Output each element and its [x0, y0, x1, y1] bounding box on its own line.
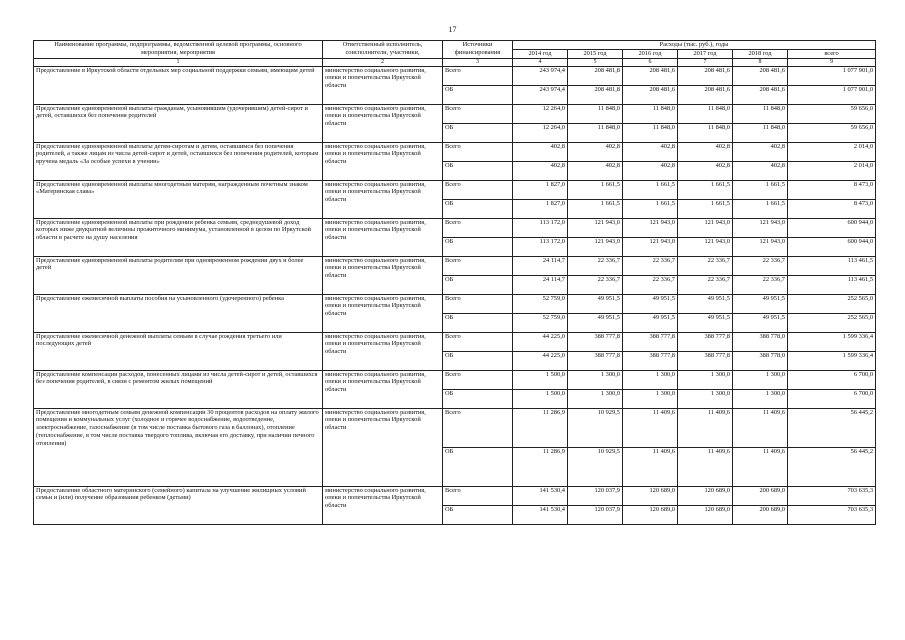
- expense-cell: 121 943,0: [678, 237, 733, 256]
- expense-cell: 1 500,0: [513, 389, 568, 408]
- expense-cell: 11 848,0: [678, 123, 733, 142]
- expense-cell: 600 944,0: [788, 218, 876, 237]
- expense-cell: 24 114,7: [513, 256, 568, 275]
- expense-cell: 208 481,8: [568, 85, 623, 104]
- expense-cell: 56 445,2: [788, 447, 876, 486]
- expense-cell: 24 114,7: [513, 275, 568, 294]
- responsible-executor: министерство социального развития, опеки и попечительства Иркутской области: [323, 370, 443, 408]
- expense-cell: 1 300,0: [733, 389, 788, 408]
- header-year: 2014 год: [513, 49, 568, 58]
- measure-name: Предоставление областного материнского (семейного) капитала на улучшение жилищных условий семьи и (или) получение образования ребенком (детьми): [34, 486, 323, 524]
- expense-cell: 1 599 336,4: [788, 351, 876, 370]
- expense-cell: 49 951,5: [733, 294, 788, 313]
- expense-cell: 208 481,6: [733, 66, 788, 85]
- funding-source: ОБ: [443, 505, 513, 524]
- expense-cell: 11 409,6: [678, 447, 733, 486]
- expense-cell: 1 661,5: [568, 180, 623, 199]
- expense-cell: 49 951,5: [733, 313, 788, 332]
- table-row: [34, 218, 876, 237]
- expense-cell: 11 409,6: [733, 447, 788, 486]
- funding-source: Всего: [443, 294, 513, 313]
- expense-cell: 120 689,0: [623, 486, 678, 505]
- expense-cell: 1 827,0: [513, 199, 568, 218]
- funding-source: ОБ: [443, 351, 513, 370]
- header-responsible: Ответственный исполнитель, соисполнители, участники,: [323, 41, 443, 59]
- expense-cell: 121 943,0: [678, 218, 733, 237]
- expense-cell: 141 530,4: [513, 486, 568, 505]
- header-source: Источники финансирования: [443, 41, 513, 59]
- measure-name: Предоставление ежемесячной выплаты пособия на усыновленного (удочеренного) ребенка: [34, 294, 323, 332]
- expense-cell: 11 848,0: [568, 104, 623, 123]
- responsible-executor: министерство социального развития, опеки и попечительства Иркутской области: [323, 66, 443, 104]
- column-index: 8: [733, 58, 788, 66]
- expense-cell: 59 656,0: [788, 123, 876, 142]
- expense-cell: 252 565,0: [788, 294, 876, 313]
- table-row: [34, 104, 876, 123]
- table-row: [34, 142, 876, 161]
- expense-cell: 49 951,5: [568, 313, 623, 332]
- expense-cell: 6 700,0: [788, 389, 876, 408]
- measure-name: Предоставление единовременной выплаты гражданам, усыновившим (удочерившим) детей-сирот и детей, оставшихся без попечения родителей: [34, 104, 323, 142]
- expense-cell: 113 172,0: [513, 218, 568, 237]
- expense-cell: 402,8: [513, 161, 568, 180]
- expense-cell: 12 264,0: [513, 104, 568, 123]
- expense-cell: 1 661,5: [678, 199, 733, 218]
- expense-cell: 49 951,5: [678, 313, 733, 332]
- page-number: 17: [448, 25, 457, 34]
- expense-cell: 11 848,0: [623, 104, 678, 123]
- expense-cell: 22 336,7: [623, 275, 678, 294]
- funding-source: Всего: [443, 408, 513, 447]
- expense-cell: 49 951,5: [623, 294, 678, 313]
- expense-cell: 1 300,0: [733, 370, 788, 389]
- expense-cell: 388 777,8: [623, 351, 678, 370]
- expense-cell: 11 409,6: [623, 447, 678, 486]
- expense-cell: 56 445,2: [788, 408, 876, 447]
- expense-cell: 1 661,5: [733, 180, 788, 199]
- expense-cell: 121 943,0: [623, 237, 678, 256]
- expense-cell: 6 700,0: [788, 370, 876, 389]
- expense-cell: 120 689,0: [623, 505, 678, 524]
- expense-cell: 22 336,7: [623, 256, 678, 275]
- expense-cell: 252 565,0: [788, 313, 876, 332]
- column-index: 7: [678, 58, 733, 66]
- expense-cell: 402,8: [623, 161, 678, 180]
- expense-cell: 120 689,0: [678, 505, 733, 524]
- column-index: 4: [513, 58, 568, 66]
- expense-cell: 113 461,5: [788, 256, 876, 275]
- expense-cell: 59 656,0: [788, 104, 876, 123]
- table-body: [34, 66, 876, 524]
- expense-cell: 11 848,0: [733, 123, 788, 142]
- funding-source: ОБ: [443, 237, 513, 256]
- expense-cell: 121 943,0: [568, 237, 623, 256]
- expense-cell: 22 336,7: [733, 275, 788, 294]
- expense-cell: 1 661,5: [678, 180, 733, 199]
- expense-cell: 11 848,0: [678, 104, 733, 123]
- funding-source: Всего: [443, 370, 513, 389]
- funding-source: Всего: [443, 218, 513, 237]
- expense-cell: 402,8: [568, 161, 623, 180]
- expense-cell: 402,8: [623, 142, 678, 161]
- table-row: [34, 256, 876, 275]
- expense-cell: 388 778,0: [733, 351, 788, 370]
- expense-cell: 208 481,8: [568, 66, 623, 85]
- expense-cell: 22 336,7: [568, 275, 623, 294]
- expense-cell: 1 661,5: [733, 199, 788, 218]
- expense-cell: 8 473,0: [788, 199, 876, 218]
- table-row: [34, 408, 876, 447]
- column-index: 9: [788, 58, 876, 66]
- expense-cell: 120 037,9: [568, 505, 623, 524]
- responsible-executor: министерство социального развития, опеки и попечительства Иркутской области: [323, 486, 443, 524]
- expense-cell: 1 500,0: [513, 370, 568, 389]
- expense-cell: 1 300,0: [678, 370, 733, 389]
- funding-source: Всего: [443, 104, 513, 123]
- expense-cell: 208 481,6: [623, 66, 678, 85]
- expense-cell: 388 777,8: [568, 332, 623, 351]
- expense-cell: 1 300,0: [568, 389, 623, 408]
- funding-source: Всего: [443, 256, 513, 275]
- funding-source: ОБ: [443, 275, 513, 294]
- measure-name: Предоставление в Иркутской области отдельных мер социальной поддержки семьям, имеющим детей: [34, 66, 323, 104]
- expense-cell: 703 635,3: [788, 486, 876, 505]
- expense-cell: 141 530,4: [513, 505, 568, 524]
- expense-cell: 10 929,5: [568, 447, 623, 486]
- responsible-executor: министерство социального развития, опеки и попечительства Иркутской области: [323, 180, 443, 218]
- expense-cell: 121 943,0: [623, 218, 678, 237]
- expense-cell: 121 943,0: [568, 218, 623, 237]
- header-year: 2017 год: [678, 49, 733, 58]
- expense-cell: 120 689,0: [678, 486, 733, 505]
- expense-cell: 1 300,0: [623, 370, 678, 389]
- expense-cell: 1 661,5: [623, 180, 678, 199]
- funding-source: Всего: [443, 66, 513, 85]
- expense-cell: 1 077 901,0: [788, 85, 876, 104]
- expense-cell: 52 759,0: [513, 313, 568, 332]
- funding-source: Всего: [443, 332, 513, 351]
- expense-cell: 49 951,5: [678, 294, 733, 313]
- measure-name: Предоставление единовременной выплаты детям-сиротам и детям, оставшимся без попечения родителей, а также лицам из числа детей-сирот и детей, оставшихся без попечения родителей, которым вручена медаль «За особые успехи в учении»: [34, 142, 323, 180]
- table-row: [34, 332, 876, 351]
- expense-cell: 113 172,0: [513, 237, 568, 256]
- expense-cell: 11 848,0: [733, 104, 788, 123]
- expense-cell: 388 778,0: [733, 332, 788, 351]
- expense-cell: 22 336,7: [568, 256, 623, 275]
- expense-cell: 402,8: [678, 142, 733, 161]
- responsible-executor: министерство социального развития, опеки и попечительства Иркутской области: [323, 332, 443, 370]
- expense-cell: 121 943,0: [733, 237, 788, 256]
- budget-table: [33, 40, 876, 525]
- expense-cell: 388 777,8: [678, 332, 733, 351]
- expense-cell: 600 944,0: [788, 237, 876, 256]
- table-row: [34, 294, 876, 313]
- table-row: [34, 370, 876, 389]
- expense-cell: 200 689,0: [733, 486, 788, 505]
- table-row: [34, 180, 876, 199]
- column-index: 1: [34, 58, 323, 66]
- expense-cell: 11 409,6: [678, 408, 733, 447]
- column-index: 2: [323, 58, 443, 66]
- expense-cell: 388 777,8: [568, 351, 623, 370]
- responsible-executor: министерство социального развития, опеки и попечительства Иркутской области: [323, 104, 443, 142]
- expense-cell: 703 635,3: [788, 505, 876, 524]
- funding-source: Всего: [443, 486, 513, 505]
- expense-cell: 22 336,7: [733, 256, 788, 275]
- expense-cell: 402,8: [513, 142, 568, 161]
- expense-cell: 402,8: [678, 161, 733, 180]
- expense-cell: 44 225,0: [513, 332, 568, 351]
- expense-cell: 243 974,4: [513, 66, 568, 85]
- expense-cell: 22 336,7: [678, 275, 733, 294]
- measure-name: Предоставление многодетным семьям денежной компенсации 30 процентов расходов на оплату жилого помещения и коммунальных услуг (холодное и горячее водоснабжение, водоотведение, электроснабжение, газоснабжение (в том числе поставка бытового газа в баллонах), отопление (теплоснабжение, в том числе поставка твердого топлива, включая его доставку, при наличии печного отопления): [34, 408, 323, 486]
- expense-cell: 208 481,6: [678, 66, 733, 85]
- measure-name: Предоставление единовременной выплаты родителям при одновременном рождении двух и более детей: [34, 256, 323, 294]
- expense-cell: 402,8: [733, 161, 788, 180]
- funding-source: Всего: [443, 142, 513, 161]
- expense-cell: 1 300,0: [568, 370, 623, 389]
- header-year: 2015 год: [568, 49, 623, 58]
- measure-name: Предоставление ежемесячной денежной выплаты семьям в случае рождения третьего или последующих детей: [34, 332, 323, 370]
- expense-cell: 388 777,8: [623, 332, 678, 351]
- column-index: 6: [623, 58, 678, 66]
- expense-cell: 120 037,9: [568, 486, 623, 505]
- funding-source: ОБ: [443, 447, 513, 486]
- expense-cell: 8 473,0: [788, 180, 876, 199]
- funding-source: ОБ: [443, 85, 513, 104]
- expense-cell: 200 689,0: [733, 505, 788, 524]
- responsible-executor: министерство социального развития, опеки и попечительства Иркутской области: [323, 218, 443, 256]
- expense-cell: 2 014,0: [788, 142, 876, 161]
- funding-source: ОБ: [443, 389, 513, 408]
- expense-cell: 1 661,5: [623, 199, 678, 218]
- expense-cell: 11 286,9: [513, 447, 568, 486]
- expense-cell: 49 951,5: [568, 294, 623, 313]
- expense-cell: 44 225,0: [513, 351, 568, 370]
- expense-cell: 49 951,5: [623, 313, 678, 332]
- expense-cell: 208 481,6: [678, 85, 733, 104]
- header-year: 2018 год: [733, 49, 788, 58]
- header-total: всего: [788, 49, 876, 58]
- expense-cell: 1 077 901,0: [788, 66, 876, 85]
- table-row: [34, 66, 876, 85]
- expense-cell: 1 300,0: [678, 389, 733, 408]
- header-name: Наименование программы, подпрограммы, ведомственной целевой программы, основного мероприятия, мероприятия: [34, 41, 323, 59]
- expense-cell: 1 827,0: [513, 180, 568, 199]
- funding-source: ОБ: [443, 313, 513, 332]
- expense-cell: 1 599 336,4: [788, 332, 876, 351]
- responsible-executor: министерство социального развития, опеки и попечительства Иркутской области: [323, 256, 443, 294]
- expense-cell: 2 014,0: [788, 161, 876, 180]
- expense-cell: 52 759,0: [513, 294, 568, 313]
- expense-cell: 11 409,6: [623, 408, 678, 447]
- header-expenses: Расходы (тыс. руб.), годы: [513, 41, 876, 50]
- responsible-executor: министерство социального развития, опеки и попечительства Иркутской области: [323, 408, 443, 486]
- expense-cell: 10 929,5: [568, 408, 623, 447]
- expense-cell: 121 943,0: [733, 218, 788, 237]
- expense-cell: 11 848,0: [568, 123, 623, 142]
- funding-source: ОБ: [443, 123, 513, 142]
- expense-cell: 12 264,0: [513, 123, 568, 142]
- expense-cell: 113 461,5: [788, 275, 876, 294]
- expense-cell: 388 777,8: [678, 351, 733, 370]
- table-row: [34, 486, 876, 505]
- funding-source: ОБ: [443, 161, 513, 180]
- expense-cell: 11 848,0: [623, 123, 678, 142]
- expense-cell: 22 336,7: [678, 256, 733, 275]
- header-year: 2016 год: [623, 49, 678, 58]
- expense-cell: 208 481,6: [733, 85, 788, 104]
- expense-cell: 402,8: [733, 142, 788, 161]
- expense-cell: 1 300,0: [623, 389, 678, 408]
- expense-cell: 243 974,4: [513, 85, 568, 104]
- expense-cell: 11 286,9: [513, 408, 568, 447]
- expense-cell: 1 661,5: [568, 199, 623, 218]
- column-index: 3: [443, 58, 513, 66]
- responsible-executor: министерство социального развития, опеки и попечительства Иркутской области: [323, 142, 443, 180]
- expense-cell: 208 481,6: [623, 85, 678, 104]
- column-index: 5: [568, 58, 623, 66]
- measure-name: Предоставление единовременной выплаты при рождении ребенка семьям, среднедушевой доход которых ниже двукратной величины прожиточного минимума, установленной в целом по Иркутской области в расчете на душу населения: [34, 218, 323, 256]
- funding-source: Всего: [443, 180, 513, 199]
- funding-source: ОБ: [443, 199, 513, 218]
- measure-name: Предоставление компенсации расходов, понесенных лицами из числа детей-сирот и детей, оставшихся без попечения родителей, в связи с ремонтом жилых помещений: [34, 370, 323, 408]
- expense-cell: 11 409,6: [733, 408, 788, 447]
- measure-name: Предоставление единовременной выплаты многодетным матерям, награжденным почетным знаком «Материнская слава»: [34, 180, 323, 218]
- expense-cell: 402,8: [568, 142, 623, 161]
- responsible-executor: министерство социального развития, опеки и попечительства Иркутской области: [323, 294, 443, 332]
